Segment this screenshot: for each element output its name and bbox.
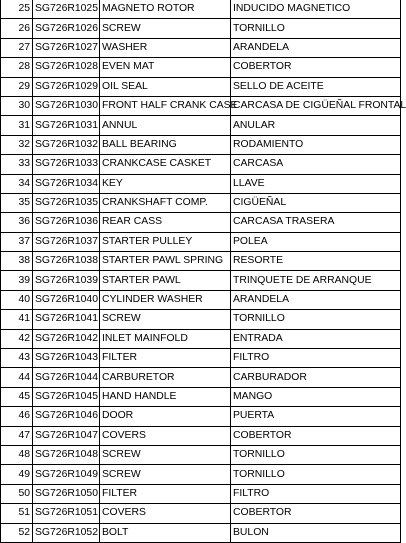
spanish-name-cell: COBERTOR bbox=[231, 58, 401, 77]
english-name-cell: WASHER bbox=[100, 38, 231, 57]
table-row bbox=[1, 465, 401, 484]
table-row bbox=[1, 77, 401, 96]
part-code-cell: SG726R1045 bbox=[33, 387, 100, 406]
spanish-name-cell: ANULAR bbox=[231, 116, 401, 135]
table-row bbox=[1, 135, 401, 154]
row-number-cell: 51 bbox=[1, 504, 33, 523]
row-number-cell: 25 bbox=[1, 0, 33, 19]
english-name-cell: CRANKCASE CASKET bbox=[100, 155, 231, 174]
parts-table-body bbox=[1, 0, 406, 542]
spanish-name-cell: ENTRADA bbox=[231, 329, 401, 348]
spanish-name-cell: BULON bbox=[231, 523, 401, 542]
row-number-cell: 27 bbox=[1, 38, 33, 57]
english-name-cell: FILTER bbox=[100, 484, 231, 503]
part-code-cell: SG726R1030 bbox=[33, 96, 100, 115]
part-code-cell: SG726R1042 bbox=[33, 329, 100, 348]
spanish-name-cell: SELLO DE ACEITE bbox=[231, 77, 401, 96]
table-row bbox=[1, 484, 401, 503]
table-row bbox=[1, 174, 401, 193]
table-row bbox=[1, 116, 401, 135]
row-number-cell: 46 bbox=[1, 407, 33, 426]
table-row bbox=[1, 38, 401, 57]
spanish-name-cell: CARCASA bbox=[231, 155, 401, 174]
part-code-cell: SG726R1048 bbox=[33, 445, 100, 464]
row-number-cell: 34 bbox=[1, 174, 33, 193]
spanish-name-cell: LLAVE bbox=[231, 174, 401, 193]
english-name-cell: OIL SEAL bbox=[100, 77, 231, 96]
spanish-name-cell: TRINQUETE DE ARRANQUE bbox=[231, 271, 401, 290]
part-code-cell: SG726R1046 bbox=[33, 407, 100, 426]
english-name-cell: CRANKSHAFT COMP. bbox=[100, 193, 231, 212]
table-row bbox=[1, 155, 401, 174]
row-number-cell: 36 bbox=[1, 213, 33, 232]
part-code-cell: SG726R1041 bbox=[33, 310, 100, 329]
english-name-cell: COVERS bbox=[100, 426, 231, 445]
part-code-cell: SG726R1044 bbox=[33, 368, 100, 387]
row-number-cell: 39 bbox=[1, 271, 33, 290]
spanish-name-cell: PUERTA bbox=[231, 407, 401, 426]
part-code-cell: SG726R1039 bbox=[33, 271, 100, 290]
part-code-cell: SG726R1028 bbox=[33, 58, 100, 77]
table-row bbox=[1, 252, 401, 271]
row-number-cell: 42 bbox=[1, 329, 33, 348]
table-row bbox=[1, 193, 401, 212]
row-number-cell: 30 bbox=[1, 96, 33, 115]
row-number-cell: 37 bbox=[1, 232, 33, 251]
part-code-cell: SG726R1032 bbox=[33, 135, 100, 154]
table-row bbox=[1, 19, 401, 38]
part-code-cell: SG726R1029 bbox=[33, 77, 100, 96]
row-number-cell: 44 bbox=[1, 368, 33, 387]
english-name-cell: HAND HANDLE bbox=[100, 387, 231, 406]
part-code-cell: SG726R1036 bbox=[33, 213, 100, 232]
table-row bbox=[1, 0, 401, 19]
part-code-cell: SG726R1050 bbox=[33, 484, 100, 503]
part-code-cell: SG726R1031 bbox=[33, 116, 100, 135]
row-number-cell: 41 bbox=[1, 310, 33, 329]
row-number-cell: 31 bbox=[1, 116, 33, 135]
spanish-name-cell: CARBURADOR bbox=[231, 368, 401, 387]
table-row bbox=[1, 349, 401, 368]
row-number-cell: 49 bbox=[1, 465, 33, 484]
spanish-name-cell: ARANDELA bbox=[231, 290, 401, 309]
english-name-cell: CARBURETOR bbox=[100, 368, 231, 387]
spanish-name-cell: RODAMIENTO bbox=[231, 135, 401, 154]
english-name-cell: SCREW bbox=[100, 465, 231, 484]
part-code-cell: SG726R1037 bbox=[33, 232, 100, 251]
table-row bbox=[1, 271, 401, 290]
row-number-cell: 50 bbox=[1, 484, 33, 503]
spanish-name-cell: FILTRO bbox=[231, 349, 401, 368]
part-code-cell: SG726R1038 bbox=[33, 252, 100, 271]
part-code-cell: SG726R1040 bbox=[33, 290, 100, 309]
row-number-cell: 45 bbox=[1, 387, 33, 406]
english-name-cell: STARTER PAWL SPRING bbox=[100, 252, 231, 271]
english-name-cell: STARTER PULLEY bbox=[100, 232, 231, 251]
row-number-cell: 43 bbox=[1, 349, 33, 368]
part-code-cell: SG726R1026 bbox=[33, 19, 100, 38]
table-row bbox=[1, 368, 401, 387]
english-name-cell: SCREW bbox=[100, 310, 231, 329]
spanish-name-cell: MANGO bbox=[231, 387, 401, 406]
english-name-cell: SCREW bbox=[100, 19, 231, 38]
spanish-name-cell: POLEA bbox=[231, 232, 401, 251]
part-code-cell: SG726R1025 bbox=[33, 0, 100, 19]
row-number-cell: 33 bbox=[1, 155, 33, 174]
row-number-cell: 28 bbox=[1, 58, 33, 77]
part-code-cell: SG726R1052 bbox=[33, 523, 100, 542]
table-row bbox=[1, 58, 401, 77]
row-number-cell: 29 bbox=[1, 77, 33, 96]
table-row bbox=[1, 329, 401, 348]
english-name-cell: SCREW bbox=[100, 445, 231, 464]
part-code-cell: SG726R1051 bbox=[33, 504, 100, 523]
spanish-name-cell: CARCASA DE CIGÜEÑAL FRONTAL bbox=[231, 96, 401, 115]
row-number-cell: 52 bbox=[1, 523, 33, 542]
spanish-name-cell: TORNILLO bbox=[231, 19, 401, 38]
english-name-cell: MAGNETO ROTOR bbox=[100, 0, 231, 19]
table-row bbox=[1, 213, 401, 232]
english-name-cell: ANNUL bbox=[100, 116, 231, 135]
english-name-cell: BALL BEARING bbox=[100, 135, 231, 154]
spanish-name-cell: INDUCIDO MAGNETICO bbox=[231, 0, 401, 19]
spanish-name-cell: COBERTOR bbox=[231, 426, 401, 445]
table-row bbox=[1, 387, 401, 406]
english-name-cell: BOLT bbox=[100, 523, 231, 542]
english-name-cell: KEY bbox=[100, 174, 231, 193]
table-row bbox=[1, 523, 401, 542]
row-number-cell: 38 bbox=[1, 252, 33, 271]
row-number-cell: 48 bbox=[1, 445, 33, 464]
row-number-cell: 40 bbox=[1, 290, 33, 309]
table-row bbox=[1, 290, 401, 309]
spanish-name-cell: ARANDELA bbox=[231, 38, 401, 57]
english-name-cell: REAR CASS bbox=[100, 213, 231, 232]
english-name-cell: COVERS bbox=[100, 504, 231, 523]
spanish-name-cell: FILTRO bbox=[231, 484, 401, 503]
table-row bbox=[1, 504, 401, 523]
spanish-name-cell: RESORTE bbox=[231, 252, 401, 271]
spanish-name-cell: TORNILLO bbox=[231, 310, 401, 329]
table-row bbox=[1, 310, 401, 329]
part-code-cell: SG726R1049 bbox=[33, 465, 100, 484]
english-name-cell: EVEN MAT bbox=[100, 58, 231, 77]
spanish-name-cell: COBERTOR bbox=[231, 504, 401, 523]
english-name-cell: FRONT HALF CRANK CASE bbox=[100, 96, 231, 115]
table-row bbox=[1, 232, 401, 251]
english-name-cell: CYLINDER WASHER bbox=[100, 290, 231, 309]
part-code-cell: SG726R1035 bbox=[33, 193, 100, 212]
spanish-name-cell: CIGÜEÑAL bbox=[231, 193, 401, 212]
table-row bbox=[1, 426, 401, 445]
row-number-cell: 32 bbox=[1, 135, 33, 154]
english-name-cell: FILTER bbox=[100, 349, 231, 368]
english-name-cell: STARTER PAWL bbox=[100, 271, 231, 290]
part-code-cell: SG726R1047 bbox=[33, 426, 100, 445]
spanish-name-cell: TORNILLO bbox=[231, 445, 401, 464]
part-code-cell: SG726R1043 bbox=[33, 349, 100, 368]
part-code-cell: SG726R1033 bbox=[33, 155, 100, 174]
spanish-name-cell: TORNILLO bbox=[231, 465, 401, 484]
spanish-name-cell: CARCASA TRASERA bbox=[231, 213, 401, 232]
english-name-cell: INLET MAINFOLD bbox=[100, 329, 231, 348]
table-row bbox=[1, 96, 401, 115]
english-name-cell: DOOR bbox=[100, 407, 231, 426]
table-row bbox=[1, 445, 401, 464]
row-number-cell: 26 bbox=[1, 19, 33, 38]
part-code-cell: SG726R1027 bbox=[33, 38, 100, 57]
table-row bbox=[1, 407, 401, 426]
row-number-cell: 47 bbox=[1, 426, 33, 445]
row-number-cell: 35 bbox=[1, 193, 33, 212]
part-code-cell: SG726R1034 bbox=[33, 174, 100, 193]
